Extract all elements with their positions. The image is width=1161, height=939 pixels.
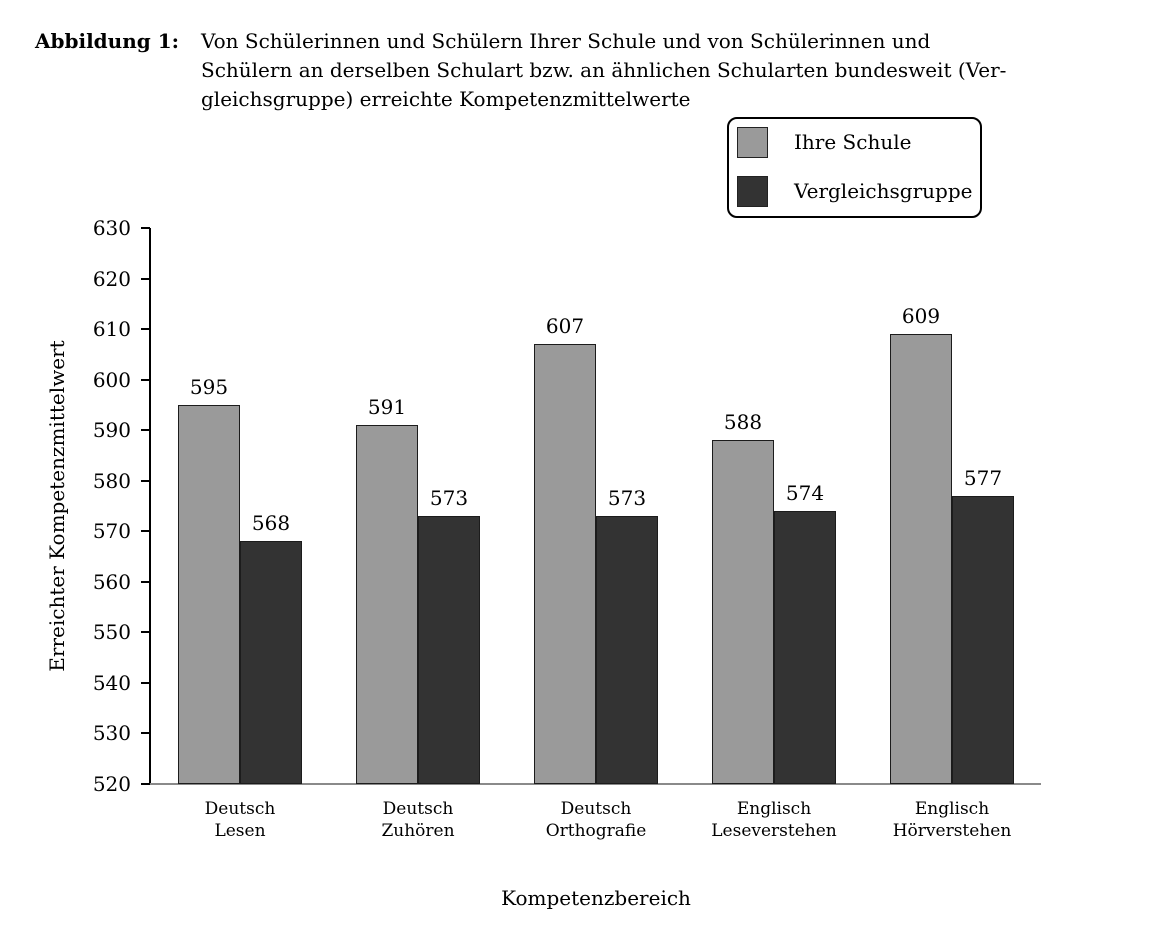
caption-text	[201, 27, 1006, 114]
y-axis-tick-label: 610	[92, 317, 131, 342]
legend-label: Ihre Schule	[794, 130, 912, 154]
bar-value-label: 588	[723, 410, 763, 435]
legend-label: Vergleichsgruppe	[794, 179, 973, 203]
y-axis-tick	[141, 581, 150, 583]
y-axis-tick-label: 530	[92, 721, 131, 746]
y-axis-tick	[141, 480, 150, 482]
x-category-label	[863, 798, 1041, 842]
caption-line: gleichsgruppe) erreichte Kompetenzmittelwerte	[201, 87, 691, 111]
bar-ihre-schule	[356, 425, 418, 784]
y-axis-tick	[141, 429, 150, 431]
y-axis-tick	[141, 682, 150, 684]
caption-line: Schülern an derselben Schulart bzw. an ähnlichen Schularten bundesweit (Ver-	[201, 58, 1007, 82]
y-axis-tick	[141, 530, 150, 532]
bar-vergleichsgruppe	[418, 516, 480, 784]
bar-ihre-schule	[712, 440, 774, 784]
x-axis-title: Kompetenzbereich	[501, 886, 691, 910]
x-category-label-line: Hörverstehen	[892, 821, 1012, 841]
caption-line: Von Schülerinnen und Schülern Ihrer Schule und von Schülerinnen und	[201, 29, 931, 53]
bar-value-label: 591	[367, 395, 407, 420]
x-category-label-line: Leseverstehen	[711, 821, 837, 841]
y-axis-tick-label: 520	[92, 772, 131, 796]
x-category-label-line: Lesen	[214, 821, 266, 841]
bar-value-label: 577	[963, 465, 1003, 490]
y-axis-tick-label: 540	[92, 670, 131, 695]
bar-ihre-schule	[178, 405, 240, 784]
legend-swatch-ihre-schule	[737, 127, 768, 158]
caption-label: Abbildung 1:	[35, 29, 179, 53]
y-axis-tick-label: 570	[92, 519, 131, 544]
bar-value-label: 609	[901, 304, 941, 329]
bar-value-label: 573	[429, 486, 469, 511]
plot-area	[92, 216, 1041, 841]
y-axis-line	[149, 228, 151, 785]
x-category-label-line: Englisch	[914, 799, 990, 819]
figure-caption	[35, 27, 1006, 114]
y-axis-tick-label: 600	[92, 367, 131, 392]
legend-swatch-vergleichsgruppe	[737, 176, 768, 207]
y-axis-tick	[141, 379, 150, 381]
legend-item-vergleichsgruppe	[737, 176, 972, 207]
x-category-label-line: Englisch	[736, 799, 812, 819]
bar-value-label: 574	[785, 481, 825, 506]
bar-value-label: 607	[545, 314, 585, 339]
y-axis-tick-label: 590	[92, 418, 131, 443]
y-axis-tick	[141, 631, 150, 633]
y-axis-tick-label: 550	[92, 620, 131, 645]
x-category-label	[151, 798, 329, 842]
y-axis-tick	[141, 783, 150, 785]
x-category-label	[507, 798, 685, 842]
bar-vergleichsgruppe	[952, 496, 1014, 784]
bar-vergleichsgruppe	[774, 511, 836, 784]
bar-vergleichsgruppe	[240, 541, 302, 784]
x-category-label-line: Orthografie	[545, 821, 647, 841]
bar-value-label: 595	[189, 374, 229, 399]
x-category-label-line: Zuhören	[381, 821, 455, 841]
bar-value-label: 568	[251, 511, 291, 536]
y-axis-tick-label: 630	[92, 216, 131, 240]
y-axis-tick	[141, 328, 150, 330]
x-category-label	[685, 798, 863, 842]
y-axis-tick	[141, 227, 150, 229]
legend	[727, 117, 982, 218]
y-axis-title: Erreichter Kompetenzmittelwert	[45, 340, 69, 672]
y-axis-tick	[141, 732, 150, 734]
bar-vergleichsgruppe	[596, 516, 658, 784]
y-axis-tick	[141, 278, 150, 280]
bar-value-label: 573	[607, 486, 647, 511]
y-axis-tick-label: 620	[92, 266, 131, 291]
bar-ihre-schule	[890, 334, 952, 784]
x-category-label-line: Deutsch	[560, 799, 632, 819]
legend-item-ihre-schule	[737, 127, 911, 158]
x-category-label	[329, 798, 507, 842]
y-axis-tick-label: 560	[92, 569, 131, 594]
y-axis-tick-label: 580	[92, 468, 131, 493]
bar-ihre-schule	[534, 344, 596, 784]
x-category-label-line: Deutsch	[382, 799, 454, 819]
x-category-label-line: Deutsch	[204, 799, 276, 819]
